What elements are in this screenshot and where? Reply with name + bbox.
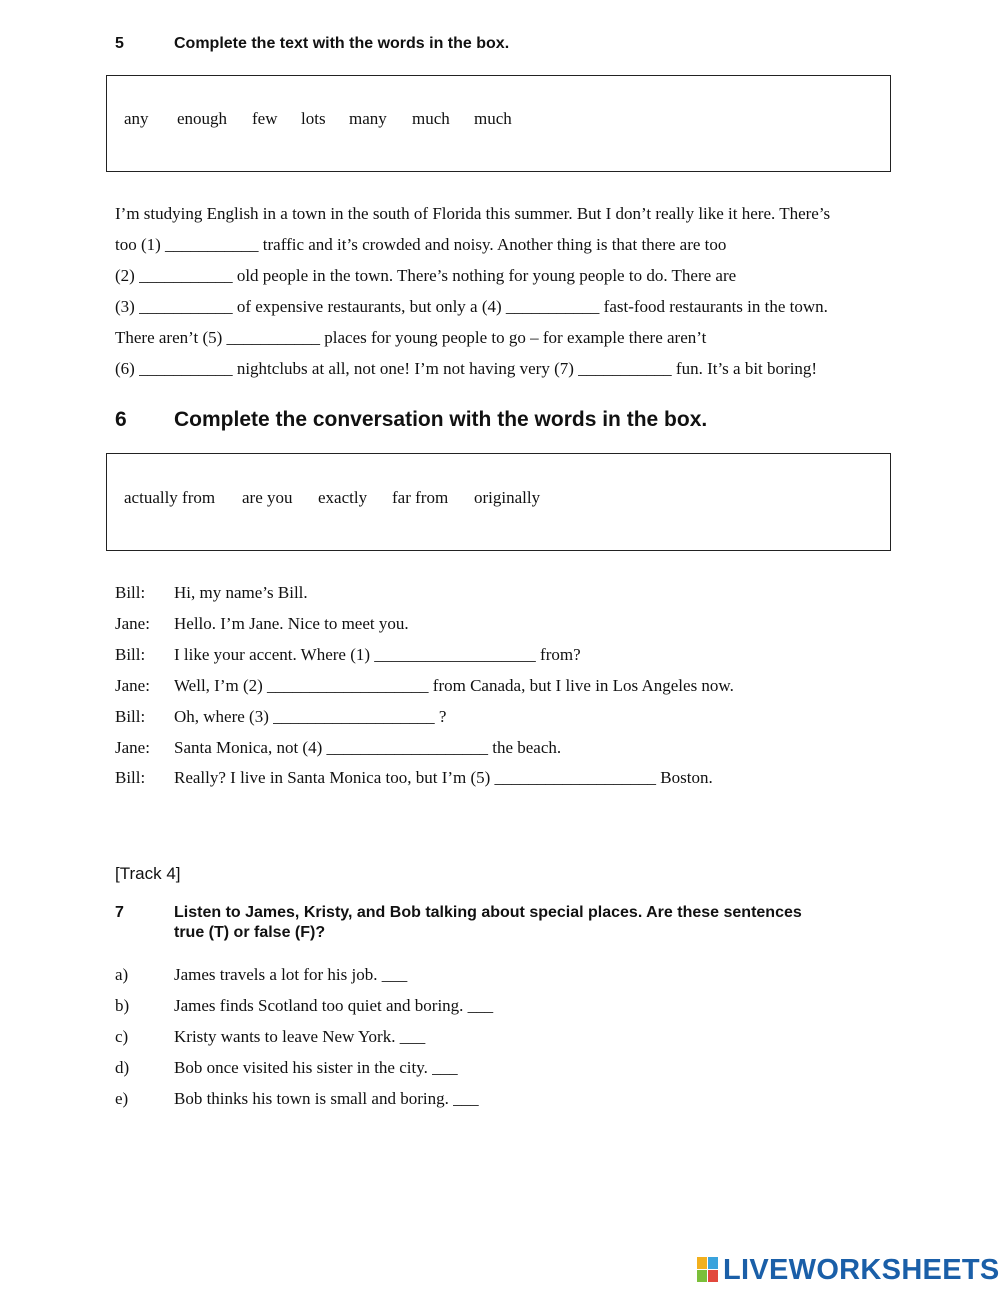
ex5-title: Complete the text with the words in the box. bbox=[174, 35, 510, 52]
dialogue-speaker: Bill: bbox=[115, 768, 146, 787]
ex7-title-line2: true (T) or false (F)? bbox=[174, 924, 326, 941]
logo-mark-icon bbox=[697, 1257, 719, 1283]
word-box-item: few bbox=[252, 109, 278, 128]
word-box-item: any bbox=[124, 109, 149, 128]
word-box-item: exactly bbox=[318, 488, 368, 507]
dialogue-speaker: Bill: bbox=[115, 583, 146, 602]
ex7-title-line1: Listen to James, Kristy, and Bob talking about special places. Are these sentences bbox=[174, 904, 802, 921]
ex5-text-line: too (1) ___________ traffic and it’s crowded and noisy. Another thing is that there are too bbox=[115, 235, 727, 254]
ex5-text-line: (3) ___________ of expensive restaurants, but only a (4) ___________ fast-food restaurants in the town. bbox=[115, 297, 828, 316]
item-label: b) bbox=[115, 996, 130, 1015]
item-label: a) bbox=[115, 965, 129, 984]
word-box-item: originally bbox=[474, 488, 541, 507]
track-label: [Track 4] bbox=[115, 864, 181, 883]
dialogue-speaker: Jane: bbox=[115, 676, 150, 695]
word-box-item: much bbox=[412, 109, 450, 128]
ex5-text-line: (6) ___________ nightclubs at all, not one! I’m not having very (7) ___________ fun. It’s a bit boring! bbox=[115, 359, 818, 378]
ex6-word-box bbox=[106, 453, 891, 551]
item-label: e) bbox=[115, 1089, 129, 1108]
dialogue-line: Santa Monica, not (4) ___________________ the beach. bbox=[174, 738, 562, 757]
dialogue-line: I like your accent. Where (1) ___________________ from? bbox=[174, 645, 581, 664]
word-box-item: many bbox=[349, 109, 387, 128]
word-box-item: are you bbox=[242, 488, 293, 507]
logo-text: LIVEWORKSHEETS bbox=[723, 1253, 1000, 1286]
ex6-number: 6 bbox=[115, 408, 127, 431]
word-box-item: actually from bbox=[124, 488, 216, 507]
dialogue-speaker: Jane: bbox=[115, 738, 150, 757]
dialogue-speaker: Bill: bbox=[115, 707, 146, 726]
dialogue-speaker: Bill: bbox=[115, 645, 146, 664]
ex5-number: 5 bbox=[115, 35, 124, 52]
word-box-item: lots bbox=[301, 109, 326, 128]
tf-statement: Bob once visited his sister in the city. ___ bbox=[174, 1058, 458, 1077]
word-box-item: far from bbox=[392, 488, 449, 507]
ex5-text-line: There aren’t (5) ___________ places for young people to go – for example there aren’t bbox=[115, 328, 707, 347]
dialogue-line: Hi, my name’s Bill. bbox=[174, 583, 308, 602]
ex6-title: Complete the conversation with the words in the box. bbox=[174, 408, 708, 431]
tf-statement: Bob thinks his town is small and boring. ___ bbox=[174, 1089, 479, 1108]
dialogue-line: Hello. I’m Jane. Nice to meet you. bbox=[174, 614, 409, 633]
tf-statement: Kristy wants to leave New York. ___ bbox=[174, 1027, 426, 1046]
word-box-item: much bbox=[474, 109, 512, 128]
ex5-word-box bbox=[106, 75, 891, 172]
item-label: d) bbox=[115, 1058, 130, 1077]
ex5-text-line: I’m studying English in a town in the south of Florida this summer. But I don’t really like it here. There’s bbox=[115, 204, 831, 223]
tf-statement: James travels a lot for his job. ___ bbox=[174, 965, 408, 984]
dialogue-line: Really? I live in Santa Monica too, but I’m (5) ___________________ Boston. bbox=[174, 768, 713, 787]
word-box-item: enough bbox=[177, 109, 228, 128]
ex7-number: 7 bbox=[115, 904, 124, 921]
ex5-text-line: (2) ___________ old people in the town. There’s nothing for young people to do. There are bbox=[115, 266, 737, 285]
dialogue-line: Oh, where (3) ___________________ ? bbox=[174, 707, 447, 726]
liveworksheets-logo bbox=[697, 1253, 1000, 1287]
item-label: c) bbox=[115, 1027, 129, 1046]
dialogue-line: Well, I’m (2) ___________________ from Canada, but I live in Los Angeles now. bbox=[174, 676, 734, 695]
dialogue-speaker: Jane: bbox=[115, 614, 150, 633]
tf-statement: James finds Scotland too quiet and boring. ___ bbox=[174, 996, 494, 1015]
